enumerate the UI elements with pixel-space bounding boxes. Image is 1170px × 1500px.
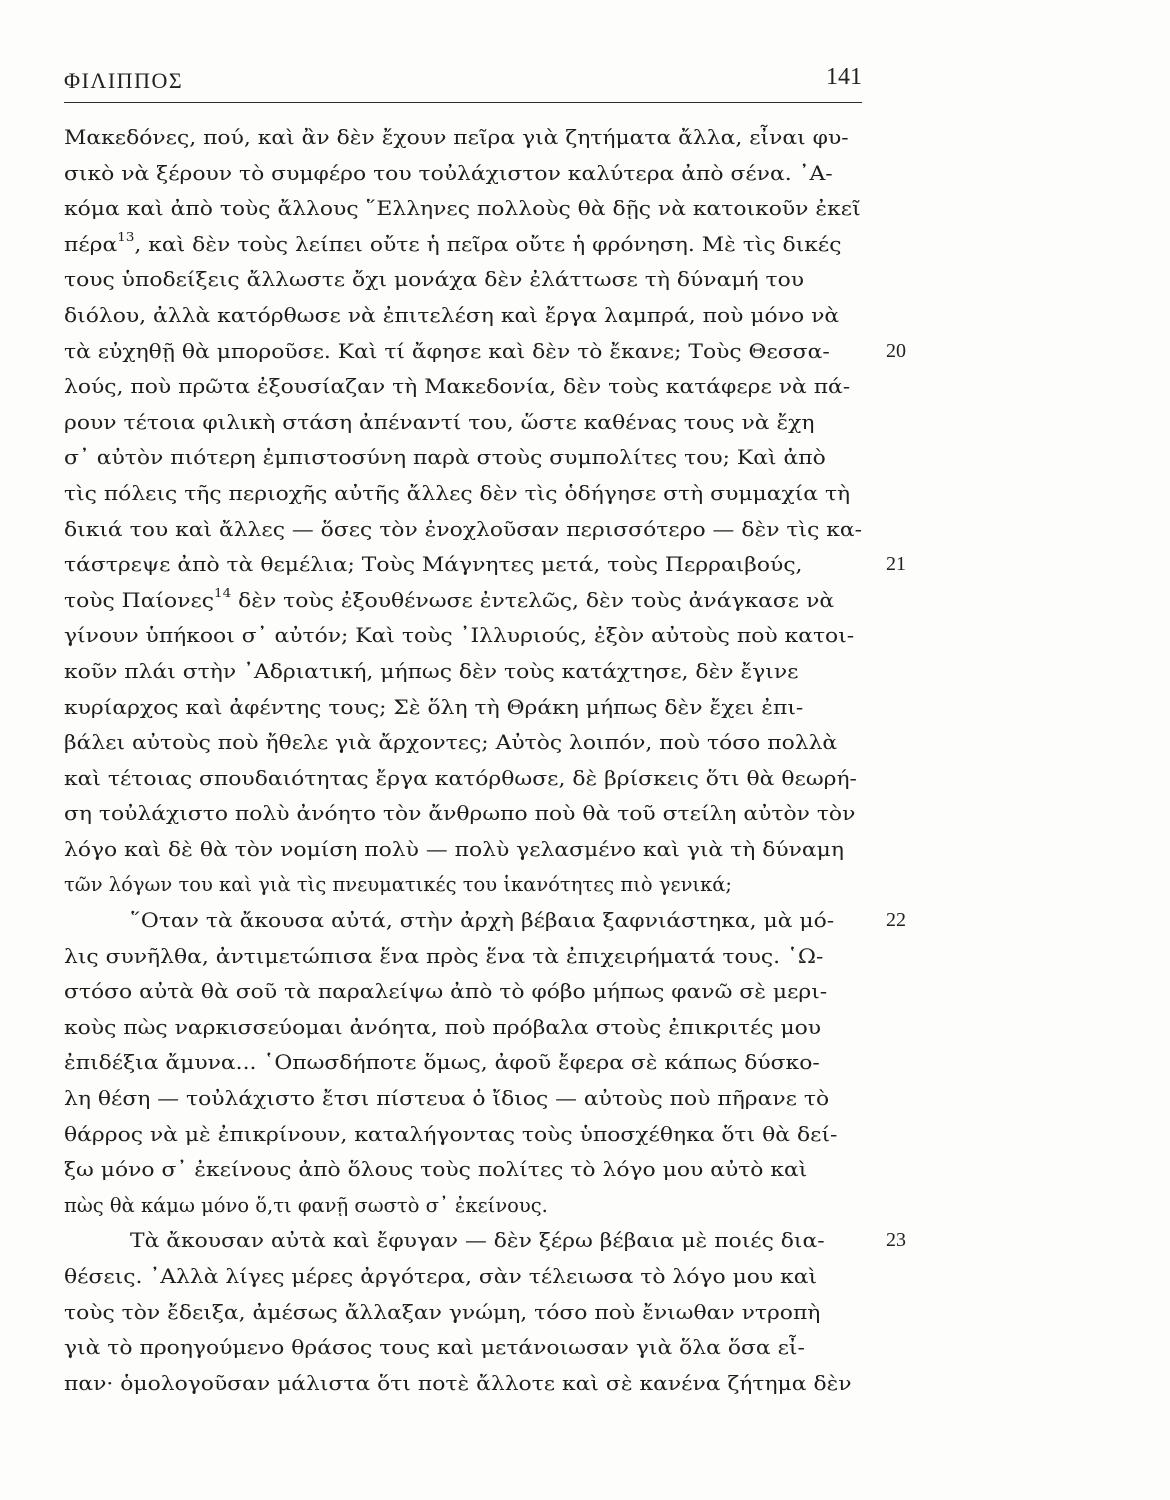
line-content [64,156,833,192]
page-number: 141 [826,64,862,90]
line-text: τοὺς τὸν ἔδειξα, ἀμέσως ἄλλαξαν γνώμη, τόσο ποὺ ἔνιωθαν ντροπὴ [64,1300,821,1324]
text-line [64,761,876,797]
text-line [64,1081,876,1117]
line-text: ἐπιδέξια ἄμυνα... ῾Οπωσδήποτε ὅμως, ἀφοῦ ἔφερα σὲ κάπως δύσκο- [64,1051,820,1075]
line-content [64,796,855,832]
line-content [64,1045,820,1081]
line-text: κόμα καὶ ἀπὸ τοὺς ἄλλους ῞Ελληνες πολλοὺς θὰ δῇς νὰ κατοικοῦν ἐκεῖ [64,197,861,221]
line-content [64,440,826,476]
text-line [64,1117,876,1153]
line-text: γιὰ τὸ προηγούμενο θράσος τους καὶ μετάνοιωσαν γιὰ ὅλα ὅσα εἶ- [64,1336,805,1360]
line-text: τάστρεψε ἀπὸ τὰ θεμέλια; Τοὺς Μάγνητες μετά, τοὺς Περραιβούς, [64,553,803,577]
text-line [64,832,876,868]
line-content [64,476,850,512]
text-line [64,654,876,690]
text-line [64,227,876,263]
line-text: παν· ὁμολογοῦσαν μάλιστα ὅτι ποτὲ ἄλλοτε καὶ σὲ κανένα ζήτημα δὲν [64,1371,852,1395]
line-text: διόλου, ἀλλὰ κατόρθωσε νὰ ἐπιτελέση καὶ ἔργα λαμπρά, ποὺ μόνο νὰ [64,303,840,327]
text-line [64,1295,876,1331]
line-content [64,1152,807,1188]
line-text: λη θέση — τοὐλάχιστο ἔτσι πίστευα ὁ ἴδιος — αὐτοὺς ποὺ πῆρανε τὸ [64,1087,830,1111]
text-line [64,725,876,761]
line-text: τῶν λόγων του καὶ γιὰ τὶς πνευματικές του ἱκανότητες πιὸ γενικά; [64,873,732,897]
line-text: γίνουν ὑπήκοοι σ᾿ αὐτόν; Καὶ τοὺς ᾿Ιλλυριούς, ἐξὸν αὐτοὺς ποὺ κατοι- [64,624,855,648]
text-line [64,867,876,903]
line-text: κοὺς πὼς ναρκισσεύομαι ἀνόητα, ποὺ πρόβαλα στοὺς ἐπικριτές μου [64,1015,822,1039]
line-text: λούς, ποὺ πρῶτα ἐξουσίαζαν τὴ Μακεδονία, δὲν τοὺς κατάφερε νὰ πά- [64,375,851,399]
line-text: λις συνῆλθα, ἀντιμετώπισα ἕνα πρὸς ἕνα τὰ ἐπιχειρήματά τους. ῾Ω- [64,944,824,968]
text-line [64,298,876,334]
text-line [64,156,876,192]
text-line [64,939,876,975]
line-content [64,334,830,370]
line-content [64,1010,821,1046]
line-content [64,1188,548,1224]
footnote-marker: 13 [117,230,135,245]
running-title: ΦΙΛΙΠΠΟΣ [64,68,184,93]
text-line [64,1045,876,1081]
line-content [64,867,732,903]
text-line [64,1330,876,1366]
text-line [64,1366,876,1402]
line-content [64,120,849,156]
text-line [64,690,876,726]
margin-section-number: 23 [886,1229,906,1252]
line-text: κοῦν πλάι στὴν ᾿Αδριατική, μήπως δὲν τοὺς κατάχτησε, δὲν ἔγινε [64,659,799,683]
line-content [64,583,834,619]
text-line [64,974,876,1010]
line-text: Μακεδόνες, πού, καὶ ἂν δὲν ἔχουν πεῖρα γιὰ ζητήματα ἄλλα, εἶναι φυ- [64,126,849,149]
line-text: θέσεις. ᾿Αλλὰ λίγες μέρες ἀργότερα, σὰν τέλειωσα τὸ λόγο μου καὶ [64,1265,818,1288]
text-line [64,476,876,512]
line-content [64,1081,829,1117]
line-content [64,690,803,726]
text-line [64,1010,876,1046]
margin-section-number: 21 [886,553,906,576]
line-text: τὰ εὐχηθῇ θὰ μποροῦσε. Καὶ τί ἄφησε καὶ δὲν τὸ ἔκανε; Τοὺς Θεσσα- [64,339,830,363]
line-text: πέρα [64,232,118,256]
text-line [64,1152,876,1188]
line-content [64,974,827,1010]
line-text: ξω μόνο σ᾿ ἐκείνους ἀπὸ ὅλους τοὺς πολίτες τὸ λόγο μου αὐτὸ καὶ [64,1158,808,1182]
text-line [64,262,876,298]
line-content [64,939,823,975]
footnote-marker: 14 [214,586,232,601]
line-text: καὶ τέτοιας σπουδαιότητας ἔργα κατόρθωσε, δὲ βρίσκεις ὅτι θὰ θεωρή- [64,766,857,790]
line-text: ῞Οταν τὰ ἄκουσα αὐτά, στὴν ἀρχὴ βέβαια ξαφνιάστηκα, μὰ μό- [130,909,835,933]
text-line [64,618,876,654]
line-content [64,1366,852,1402]
line-text: Τὰ ἄκουσαν αὐτὰ καὶ ἔφυγαν — δὲν ξέρω βέβαια μὲ ποιές δια- [130,1229,825,1253]
line-content [64,725,837,761]
text-line [64,1188,876,1224]
line-text: λόγο καὶ δὲ θὰ τὸν νομίση πολὺ — πολὺ γελασμένο καὶ γιὰ τὴ δύναμη [64,837,844,861]
line-content [64,1259,817,1295]
line-text: τοὺς Παίονες [64,588,215,612]
line-text-continued: , καὶ δὲν τοὺς λείπει οὔτε ἡ πεῖρα οὔτε ἡ φρόνηση. Μὲ τὶς δικές [134,232,842,256]
line-content [64,654,798,690]
line-content [64,298,839,334]
text-line [64,440,876,476]
line-content [64,262,804,298]
line-text: τους ὑποδείξεις ἄλλωστε ὄχι μονάχα δὲν ἐλάττωσε τὴ δύναμή του [64,268,805,292]
text-line [64,334,906,370]
body-text [64,120,906,1401]
line-content [130,1223,825,1259]
line-content [64,227,841,263]
line-content [64,369,850,405]
line-content [64,512,862,548]
line-text-continued: δὲν τοὺς ἐξουθένωσε ἐντελῶς, δὲν τοὺς ἀνάγκασε νὰ [231,588,835,612]
text-line [64,512,876,548]
line-text: βάλει αὐτοὺς ποὺ ἤθελε γιὰ ἄρχοντες; Αὐτὸς λοιπόν, ποὺ τόσο πολλὰ [64,731,838,755]
margin-section-number: 22 [886,909,906,932]
text-line [64,547,906,583]
line-content [64,761,857,797]
line-text: σ᾿ αὐτὸν πιότερη ἐμπιστοσύνη παρὰ στοὺς συμπολίτες του; Καὶ ἀπὸ [64,446,826,470]
text-line [64,903,906,939]
line-text: δικιά του καὶ ἄλλες — ὅσες τὸν ἐνοχλοῦσαν περισσότερο — δὲν τὶς κα- [64,517,863,541]
text-line [64,120,876,156]
line-content [64,832,844,868]
running-head [64,62,862,103]
line-text: πὼς θὰ κάμω μόνο ὅ,τι φανῇ σωστὸ σ᾿ ἐκείνους. [64,1193,548,1217]
line-text: θάρρος νὰ μὲ ἐπικρίνουν, καταλήγοντας τοὺς ὑποσχέθηκα ὅτι θὰ δεί- [64,1122,838,1146]
margin-section-number: 20 [886,339,906,362]
line-text: κυρίαρχος καὶ ἀφέντης τους; Σὲ ὅλη τὴ Θράκη μήπως δὲν ἔχει ἐπι- [64,695,804,719]
text-line [64,1259,876,1295]
line-content [64,191,861,227]
line-text: ρουν τέτοια φιλικὴ στάση ἀπέναντί του, ὥστε καθένας τους νὰ ἔχη [64,410,815,434]
line-content [130,903,834,939]
text-line [64,191,876,227]
line-text: σικὸ νὰ ξέρουν τὸ συμφέρο του τοὐλάχιστον καλύτερα ἀπὸ σένα. ᾿Α- [64,161,833,185]
line-content [64,1117,837,1153]
line-content [64,1330,805,1366]
line-text: στόσο αὐτὰ θὰ σοῦ τὰ παραλείψω ἀπὸ τὸ φόβο μήπως φανῶ σὲ μερι- [64,980,828,1004]
text-line [64,583,876,619]
line-content [64,547,803,583]
text-line [64,796,876,832]
text-line [64,1223,906,1259]
line-content [64,618,854,654]
line-content [64,1295,820,1331]
line-text: τὶς πόλεις τῆς περιοχῆς αὐτῆς ἄλλες δὲν τὶς ὁδήγησε στὴ συμμαχία τὴ [64,481,851,505]
text-line [64,369,876,405]
text-line [64,405,876,441]
line-text: ση τοὐλάχιστο πολὺ ἀνόητο τὸν ἄνθρωπο ποὺ θὰ τοῦ στείλη αὐτὸν τὸν [64,802,856,826]
line-content [64,405,814,441]
